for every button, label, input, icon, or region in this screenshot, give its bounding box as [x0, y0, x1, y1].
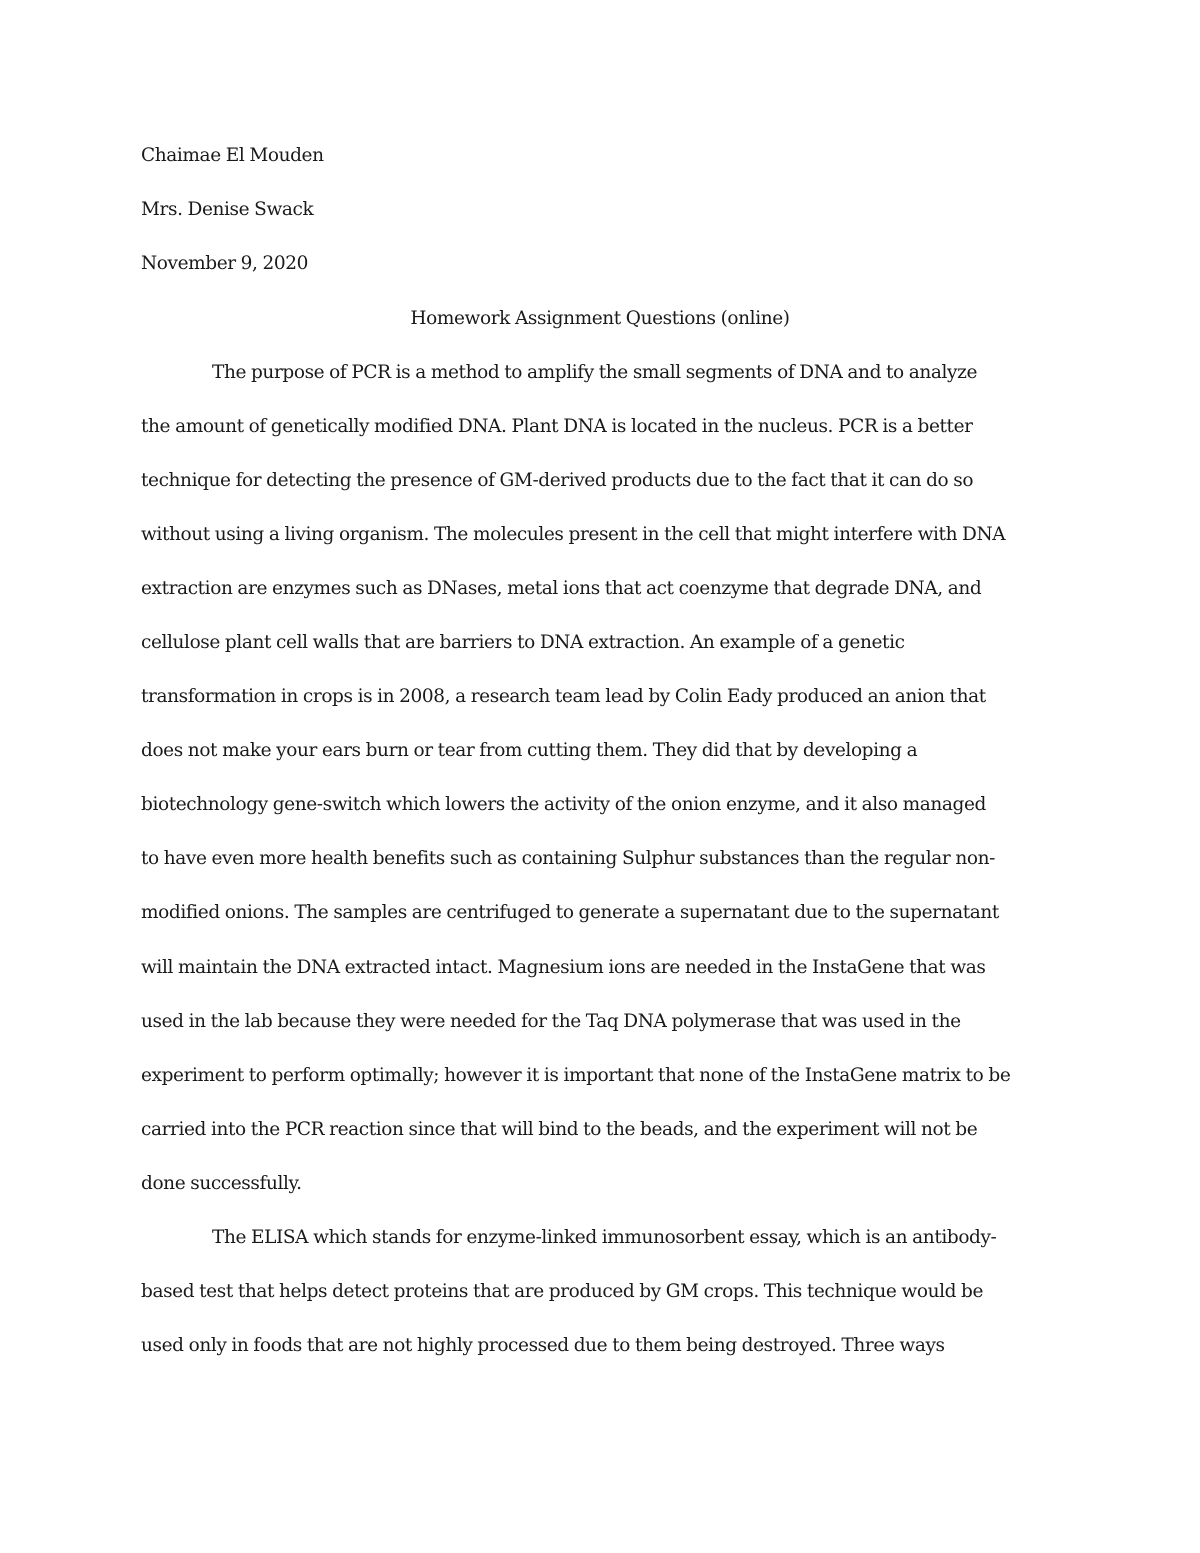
paragraph-1-line-3: technique for detecting the presence of GM-derived products due to the fact that it can do so [141, 470, 974, 491]
document-title: Homework Assignment Questions (online) [410, 308, 790, 329]
paragraph-1-line-11: modified onions. The samples are centrifuged to generate a supernatant due to the supernatant [141, 902, 999, 923]
paragraph-1-line-6: cellulose plant cell walls that are barriers to DNA extraction. An example of a genetic [141, 632, 905, 653]
paragraph-1-line-9: biotechnology gene-switch which lowers the activity of the onion enzyme, and it also managed [141, 794, 986, 815]
paragraph-1-line-8: does not make your ears burn or tear from cutting them. They did that by developing a [141, 740, 918, 761]
paragraph-1-line-2: the amount of genetically modified DNA. Plant DNA is located in the nucleus. PCR is a better [141, 416, 973, 437]
paragraph-1-line-5: extraction are enzymes such as DNases, metal ions that act coenzyme that degrade DNA, and [141, 578, 982, 599]
paragraph-1-line-7: transformation in crops is in 2008, a research team lead by Colin Eady produced an anion that [141, 686, 986, 707]
paragraph-1-line-15: carried into the PCR reaction since that will bind to the beads, and the experiment will not be [141, 1119, 978, 1140]
paragraph-1-line-1: The purpose of PCR is a method to amplify the small segments of DNA and to analyze [212, 362, 977, 383]
paragraph-1-line-10: to have even more health benefits such as containing Sulphur substances than the regular non- [141, 848, 995, 869]
student-name: Chaimae El Mouden [141, 145, 324, 166]
paragraph-2-line-3: used only in foods that are not highly processed due to them being destroyed. Three ways [141, 1335, 945, 1356]
paragraph-1-line-16: done successfully. [141, 1173, 302, 1194]
instructor-name: Mrs. Denise Swack [141, 199, 314, 220]
paragraph-1-line-13: used in the lab because they were needed for the Taq DNA polymerase that was used in the [141, 1011, 961, 1032]
paragraph-2-line-1: The ELISA which stands for enzyme-linked immunosorbent essay, which is an antibody- [212, 1227, 997, 1248]
paragraph-2-line-2: based test that helps detect proteins that are produced by GM crops. This technique would be [141, 1281, 984, 1302]
paragraph-1-line-12: will maintain the DNA extracted intact. Magnesium ions are needed in the InstaGene that was [141, 957, 986, 978]
paragraph-1-line-4: without using a living organism. The molecules present in the cell that might interfere with DNA [141, 524, 1006, 545]
document-date: November 9, 2020 [141, 253, 308, 274]
paragraph-1-line-14: experiment to perform optimally; however it is important that none of the InstaGene matrix to be [141, 1065, 1011, 1086]
